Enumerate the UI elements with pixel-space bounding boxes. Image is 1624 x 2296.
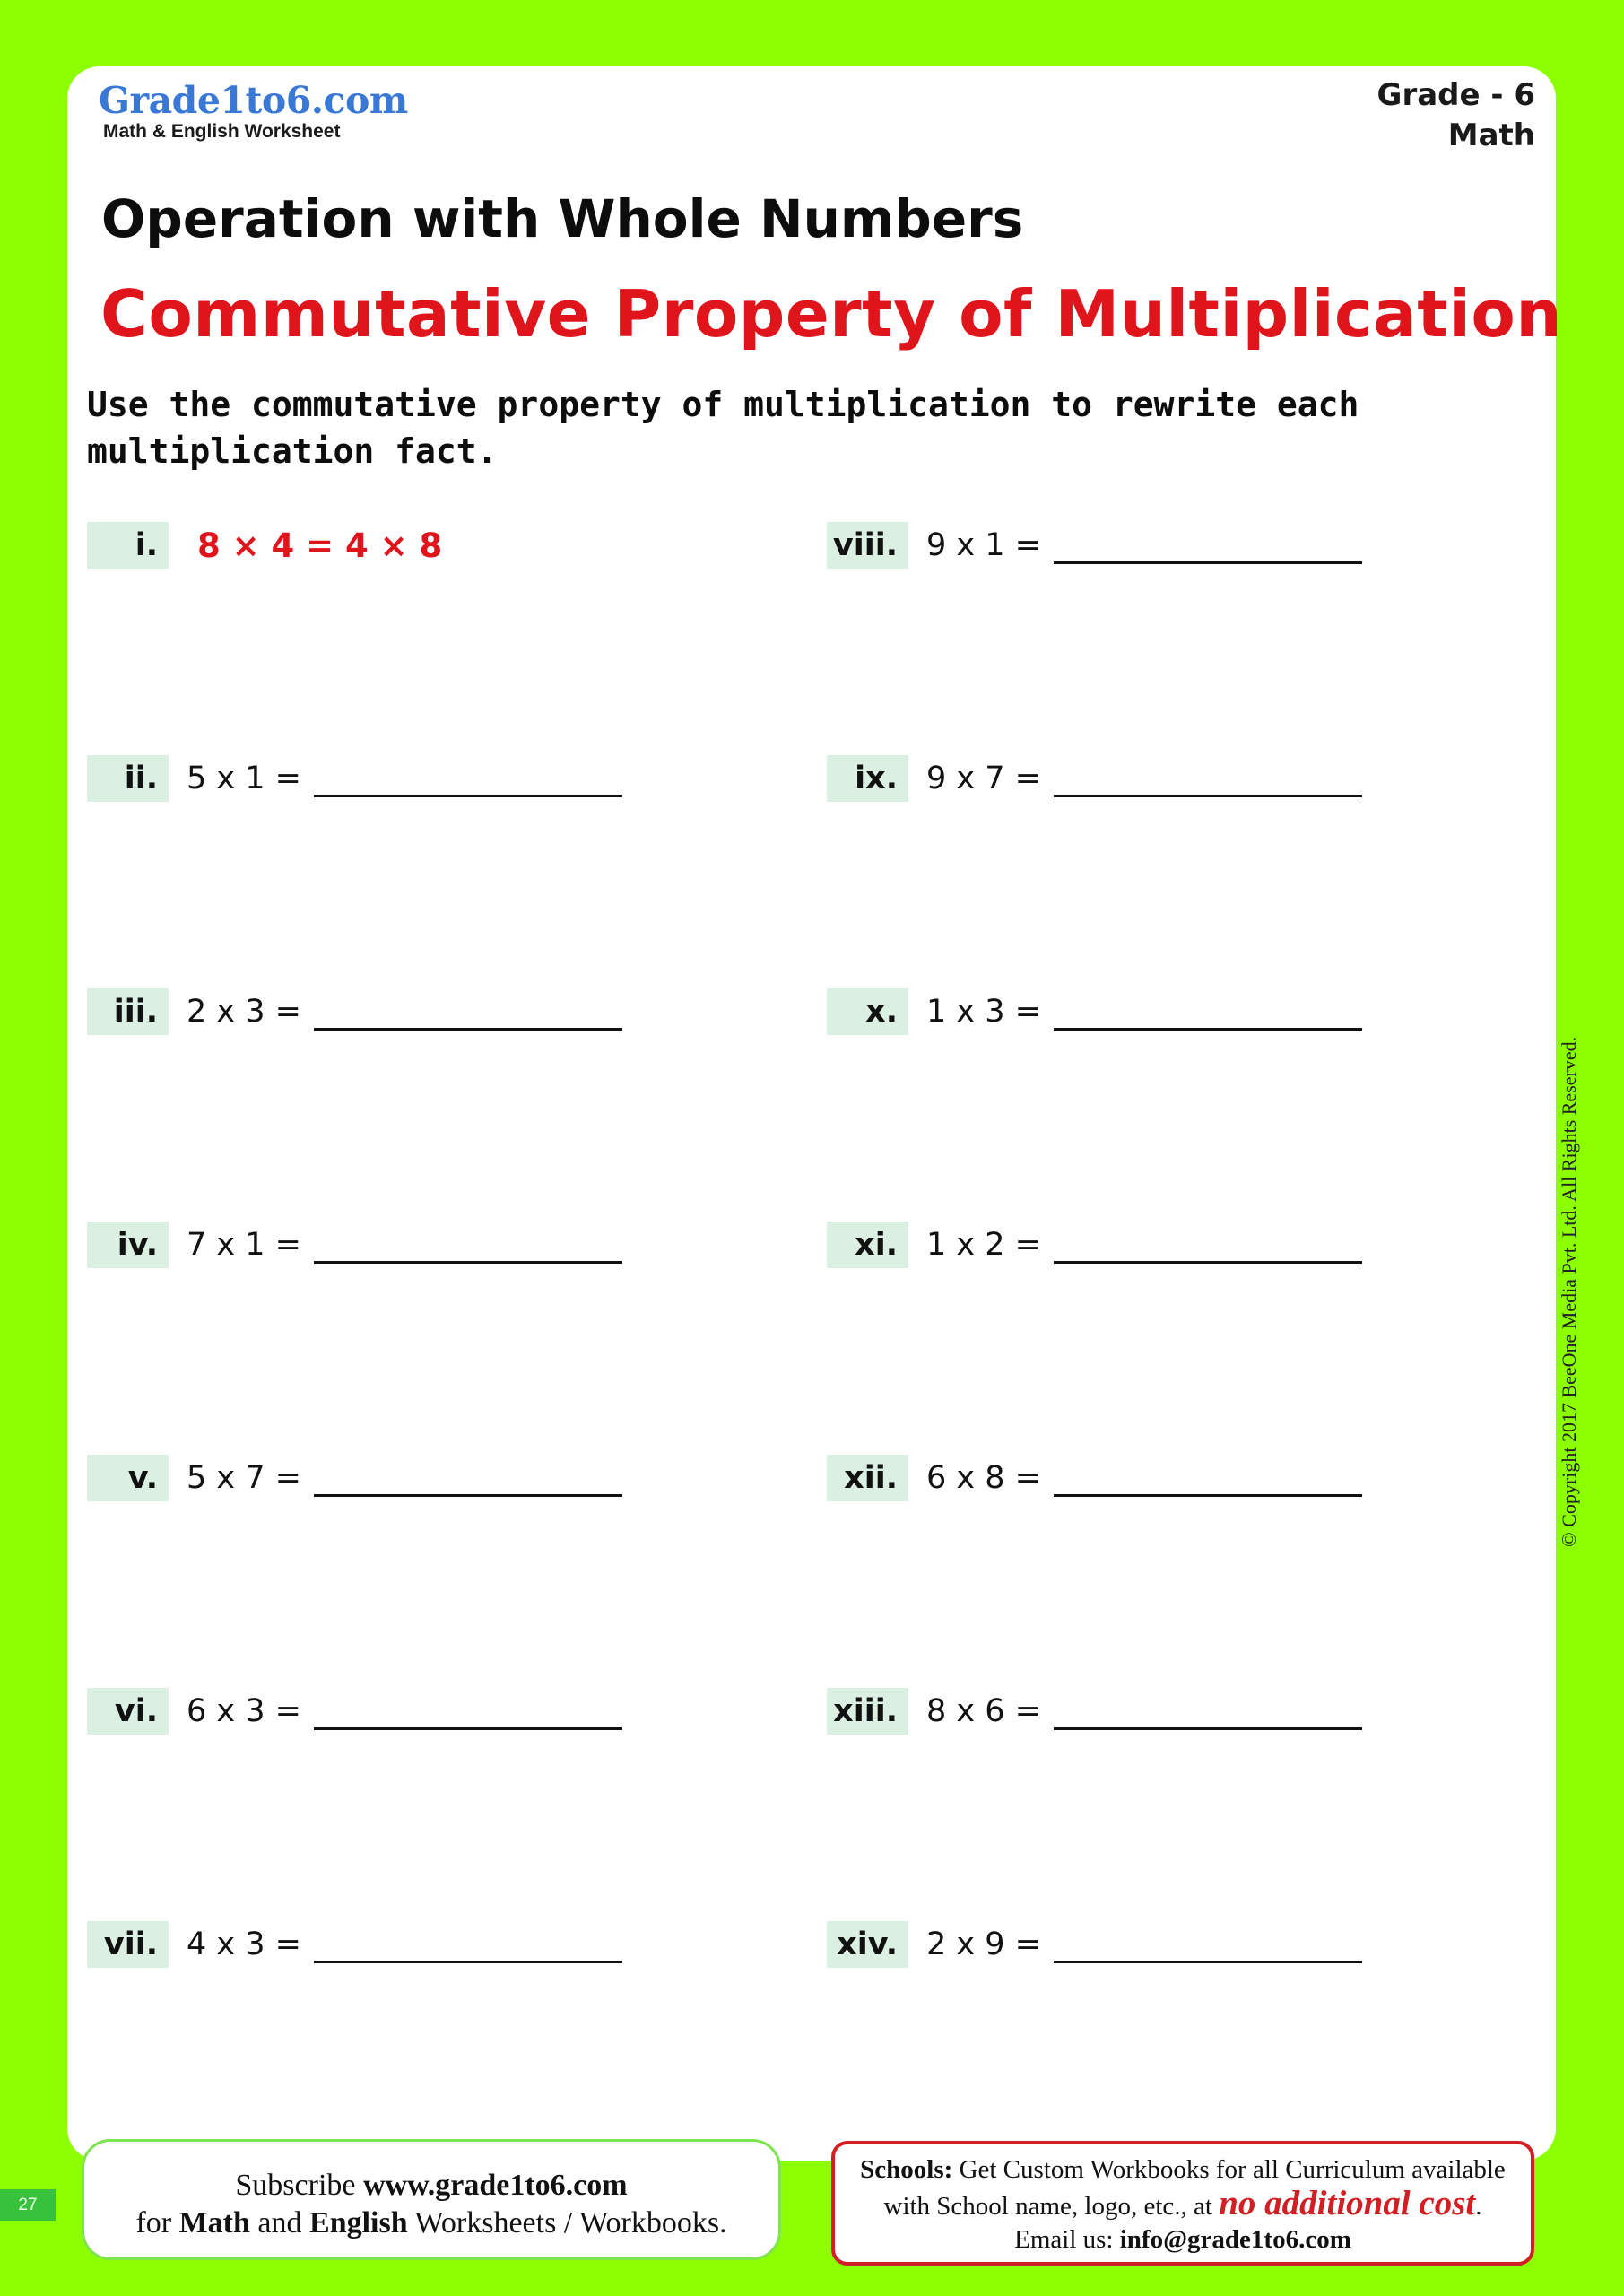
problem-numeral: x. — [827, 988, 908, 1035]
subscribe-line-1 — [84, 2167, 778, 2205]
subject-label: Math — [1447, 117, 1535, 153]
problem-numeral: iii. — [87, 988, 169, 1035]
problem-11 — [827, 1222, 1362, 1268]
schools-label: Schools: — [860, 2155, 953, 2184]
schools-line-2 — [835, 2184, 1531, 2223]
problem-14 — [827, 1921, 1362, 1968]
instructions-text: Use the commutative property of multiplication to rewrite each multiplication fact. — [87, 385, 1359, 471]
problem-12 — [827, 1455, 1362, 1501]
schools-period: . — [1475, 2192, 1482, 2221]
problem-3 — [87, 988, 622, 1035]
problem-4 — [87, 1222, 622, 1268]
problem-numeral: v. — [87, 1455, 169, 1501]
subscribe-english: English — [309, 2206, 408, 2239]
problem-question: 9 x 1 = — [926, 527, 1041, 563]
schools-text-1: Get Custom Workbooks for all Curriculum available — [952, 2155, 1506, 2184]
problem-6 — [87, 1688, 622, 1735]
problem-question: 1 x 3 = — [926, 994, 1041, 1030]
problem-question: 4 x 3 = — [187, 1926, 301, 1962]
answer-line[interactable] — [1054, 988, 1362, 1031]
problem-numeral: iv. — [87, 1222, 169, 1268]
answer-line[interactable] — [314, 1921, 622, 1963]
problem-numeral: xiii. — [827, 1688, 908, 1735]
schools-banner — [831, 2141, 1534, 2266]
problem-numeral: vi. — [87, 1688, 169, 1735]
email-link[interactable]: info@grade1to6.com — [1119, 2225, 1351, 2254]
problem-7 — [87, 1921, 622, 1968]
no-cost-highlight: no additional cost — [1219, 2184, 1476, 2222]
schools-text-2: with School name, logo, etc., at — [883, 2192, 1220, 2221]
subscribe-and: and — [249, 2206, 310, 2239]
problem-1 — [87, 522, 442, 569]
problem-numeral: ix. — [827, 755, 908, 802]
problem-numeral: xi. — [827, 1222, 908, 1268]
subscribe-math: Math — [178, 2206, 250, 2239]
problem-question: 1 x 2 = — [926, 1227, 1041, 1263]
problem-question: 2 x 3 = — [187, 994, 301, 1030]
answer-line[interactable] — [314, 755, 622, 797]
answer-line[interactable] — [314, 1688, 622, 1730]
problem-question: 6 x 3 = — [187, 1693, 301, 1729]
grade-label: Grade - 6 — [1376, 77, 1535, 113]
problem-question: 7 x 1 = — [187, 1227, 301, 1263]
schools-line-3 — [835, 2223, 1531, 2257]
problem-9 — [827, 755, 1362, 802]
brand-logo-text[interactable]: Grade1to6.com — [99, 79, 408, 122]
problem-numeral: xiv. — [827, 1921, 908, 1968]
problem-numeral: viii. — [827, 522, 908, 569]
answer-line[interactable] — [1054, 1222, 1362, 1264]
subscribe-line-2 — [84, 2205, 778, 2242]
problem-10 — [827, 988, 1362, 1035]
answer-line[interactable] — [1054, 1688, 1362, 1730]
problem-numeral: ii. — [87, 755, 169, 802]
subscribe-banner — [82, 2139, 781, 2260]
problem-13 — [827, 1688, 1362, 1735]
problem-question: 5 x 1 = — [187, 761, 301, 796]
answer-line[interactable] — [314, 988, 622, 1031]
page-title: Commutative Property of Multiplication — [100, 276, 1563, 352]
problem-numeral: xii. — [827, 1455, 908, 1501]
email-label: Email us: — [1014, 2225, 1120, 2254]
solved-example: 8 × 4 = 4 × 8 — [197, 526, 443, 565]
grade-subject-box — [1377, 75, 1535, 156]
problem-5 — [87, 1455, 622, 1501]
answer-line[interactable] — [314, 1222, 622, 1264]
problem-question: 6 x 8 = — [926, 1460, 1041, 1496]
problem-question: 8 x 6 = — [926, 1693, 1041, 1729]
page-number: 27 — [0, 2189, 56, 2221]
schools-line-1 — [835, 2153, 1531, 2187]
subscribe-url-link[interactable]: www.grade1to6.com — [362, 2169, 628, 2202]
problem-question: 9 x 7 = — [926, 761, 1041, 796]
answer-line[interactable] — [1054, 755, 1362, 797]
answer-line[interactable] — [1054, 1455, 1362, 1497]
answer-line[interactable] — [1054, 522, 1362, 564]
copyright-text: © Copyright 2017 BeeOne Media Pvt. Ltd. All Rights Reserved. — [1558, 1036, 1580, 1547]
problem-numeral: i. — [87, 522, 169, 569]
topic-heading: Operation with Whole Numbers — [101, 188, 1024, 249]
problem-8 — [827, 522, 1362, 569]
subscribe-suffix: Worksheets / Workbooks. — [407, 2206, 727, 2239]
problem-question: 2 x 9 = — [926, 1926, 1041, 1962]
brand-tagline: Math & English Worksheet — [103, 121, 341, 142]
answer-line[interactable] — [314, 1455, 622, 1497]
subscribe-line2-prefix: for — [135, 2206, 179, 2239]
problem-numeral: vii. — [87, 1921, 169, 1968]
subscribe-prefix: Subscribe — [235, 2169, 363, 2202]
problem-2 — [87, 755, 622, 802]
answer-line[interactable] — [1054, 1921, 1362, 1963]
problem-question: 5 x 7 = — [187, 1460, 301, 1496]
